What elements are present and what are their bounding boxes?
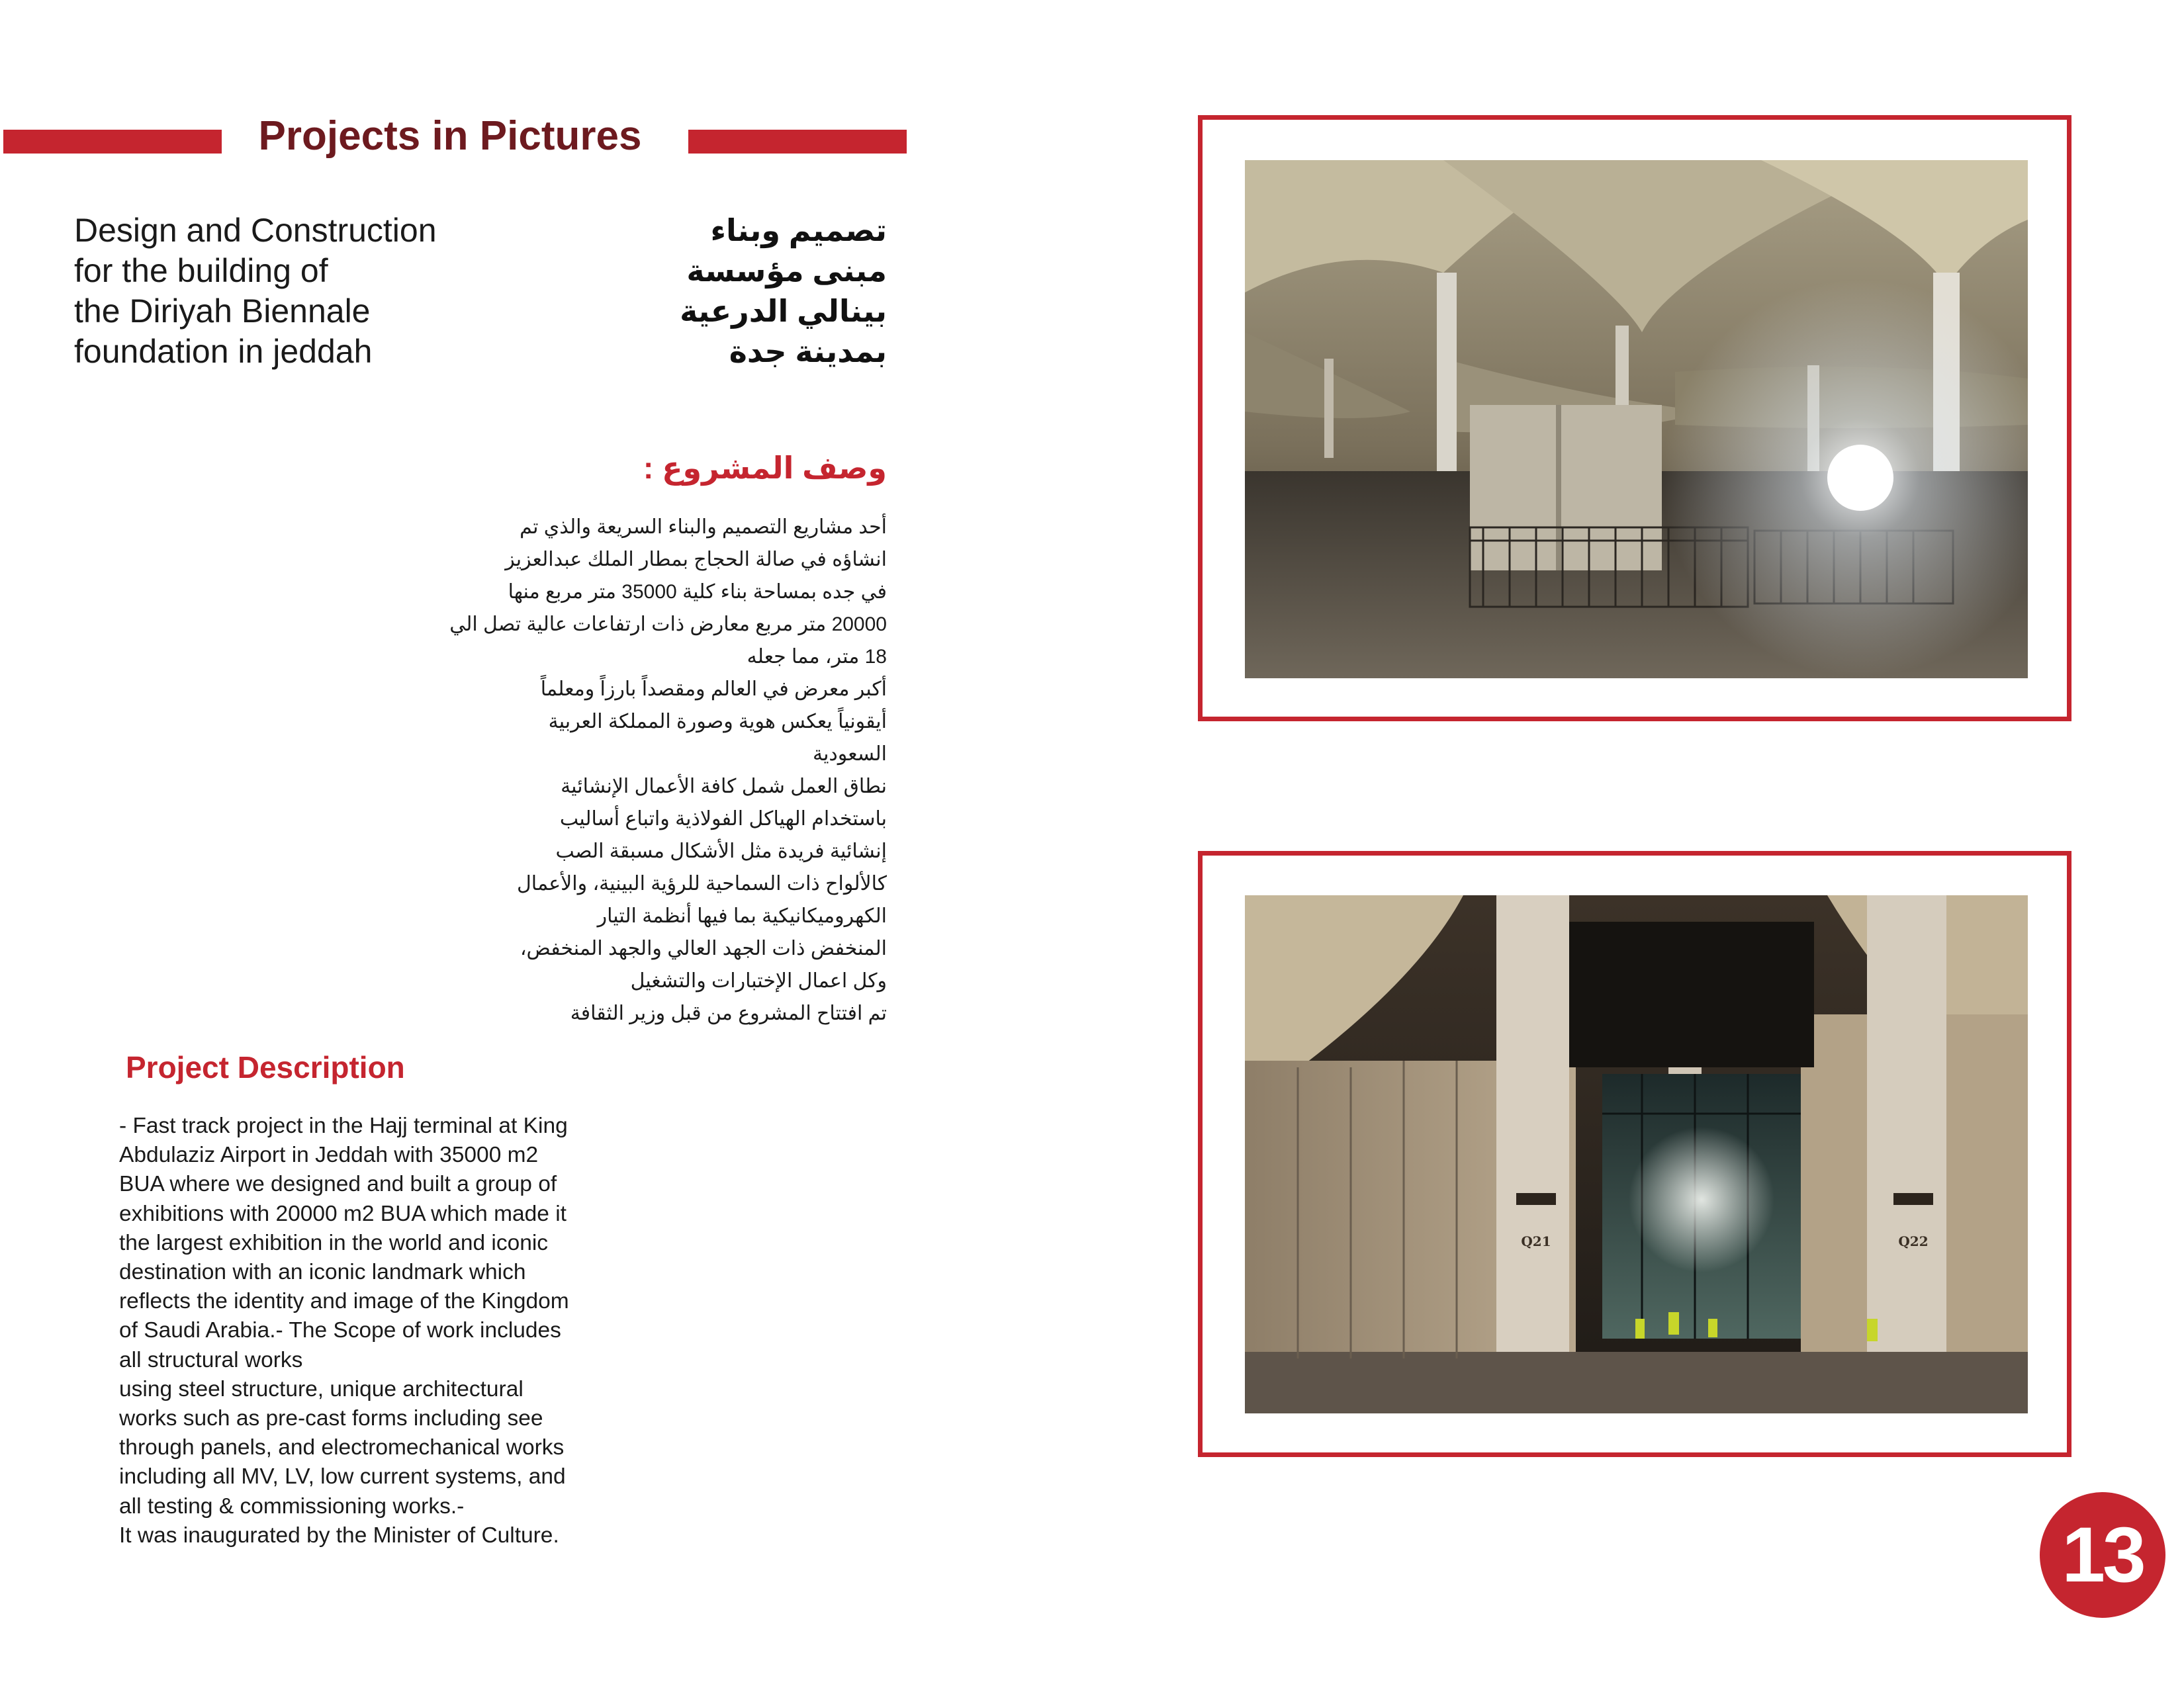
description-en-line: It was inaugurated by the Minister of Culture. (119, 1523, 559, 1548)
description-en-line: destination with an iconic landmark which (119, 1260, 526, 1285)
description-en-line: including all MV, LV, low current systems, and (119, 1464, 566, 1489)
description-ar-line: باستخدام الهياكل الفولاذية واتباع أساليب (559, 808, 887, 830)
project-title-ar-line: تصميم وبناء (710, 213, 887, 247)
description-ar-line: في جده بمساحة بناء كلية 35000 متر مربع منها (508, 581, 887, 603)
project-title-ar-line: بمدينة جدة (729, 334, 887, 369)
sign-q21: Q21 (1521, 1233, 1551, 1249)
description-ar-line: وكل اعمال الإختبارات والتشغيل (630, 970, 887, 992)
description-en-line: all structural works (119, 1347, 303, 1372)
project-title-en-line: Design and Construction (74, 212, 437, 249)
description-en-line: of Saudi Arabia.- The Scope of work includes (119, 1318, 561, 1343)
description-en-line: - Fast track project in the Hajj terminal at King (119, 1114, 568, 1138)
description-heading-en: Project Description (126, 1050, 405, 1085)
project-title-ar (635, 210, 887, 372)
page-number-badge: 13 (2040, 1492, 2165, 1618)
description-ar-line: أحد مشاريع التصميم والبناء السريعة والذي تم (520, 516, 887, 538)
project-title-en (74, 210, 484, 372)
description-ar-line: انشاؤه في صالة الحجاج بمطار الملك عبدالعزيز (505, 549, 887, 570)
description-ar-line: أيقونياً يعكس هوية وصورة المملكة العربية (548, 711, 887, 733)
project-title-en-line: for the building of (74, 252, 328, 289)
project-title-ar-line: مبنى مؤسسة (686, 253, 887, 288)
description-en-line: Abdulaziz Airport in Jeddah with 35000 m2 (119, 1143, 539, 1168)
description-ar-line: إنشائية فريدة مثل الأشكال مسبقة الصب (555, 840, 887, 862)
description-body-en (119, 1112, 675, 1550)
photo-exhibition-hall-tents (1245, 160, 2028, 678)
project-title-ar-line: بينالي الدرعية (680, 294, 887, 328)
description-ar-line: أكبر معرض في العالم ومقصداً بارزاً ومعلماً (540, 678, 887, 700)
description-en-line: BUA where we designed and built a group of (119, 1172, 557, 1197)
sign-q22: Q22 (1898, 1233, 1929, 1249)
description-body-ar (344, 511, 887, 1030)
description-heading-ar: وصف المشروع : (643, 451, 887, 485)
project-title-en-line: the Diriyah Biennale (74, 292, 371, 330)
description-ar-line: 20000 متر مربع معارض ذات ارتفاعات عالية تصل الي (449, 613, 887, 635)
description-ar-line: 18 متر، مما جعله (747, 646, 887, 668)
description-ar-line: السعودية (812, 743, 887, 765)
description-en-line: the largest exhibition in the world and iconic (119, 1230, 549, 1255)
description-en-line: works such as pre-cast forms including see (119, 1406, 543, 1431)
description-en-line: through panels, and electromechanical works (119, 1435, 565, 1460)
header-bar-left (3, 130, 222, 154)
page-title: Projects in Pictures (258, 113, 642, 159)
description-en-line: reflects the identity and image of the Kingdom (119, 1289, 569, 1314)
description-en-line: using steel structure, unique architectural (119, 1376, 523, 1401)
description-ar-line: الكهروميكانيكية بما فيها أنظمة التيار (597, 905, 887, 927)
header-bar-right (688, 130, 907, 154)
description-en-line: exhibitions with 20000 m2 BUA which made it (119, 1201, 567, 1226)
photo-foundation-entrance (1245, 895, 2028, 1413)
description-ar-line: كالألواح ذات السماحية للرؤية البينية، والأعمال (517, 873, 887, 895)
description-en-line: all testing & commissioning works.- (119, 1493, 465, 1519)
project-title-en-line: foundation in jeddah (74, 333, 373, 370)
description-ar-line: تم افتتاح المشروع من قبل وزير الثقافة (570, 1002, 887, 1024)
description-ar-line: نطاق العمل شمل كافة الأعمال الإنشائية (561, 776, 887, 797)
description-ar-line: المنخفض ذات الجهد العالي والجهد المنخفض، (520, 938, 887, 959)
